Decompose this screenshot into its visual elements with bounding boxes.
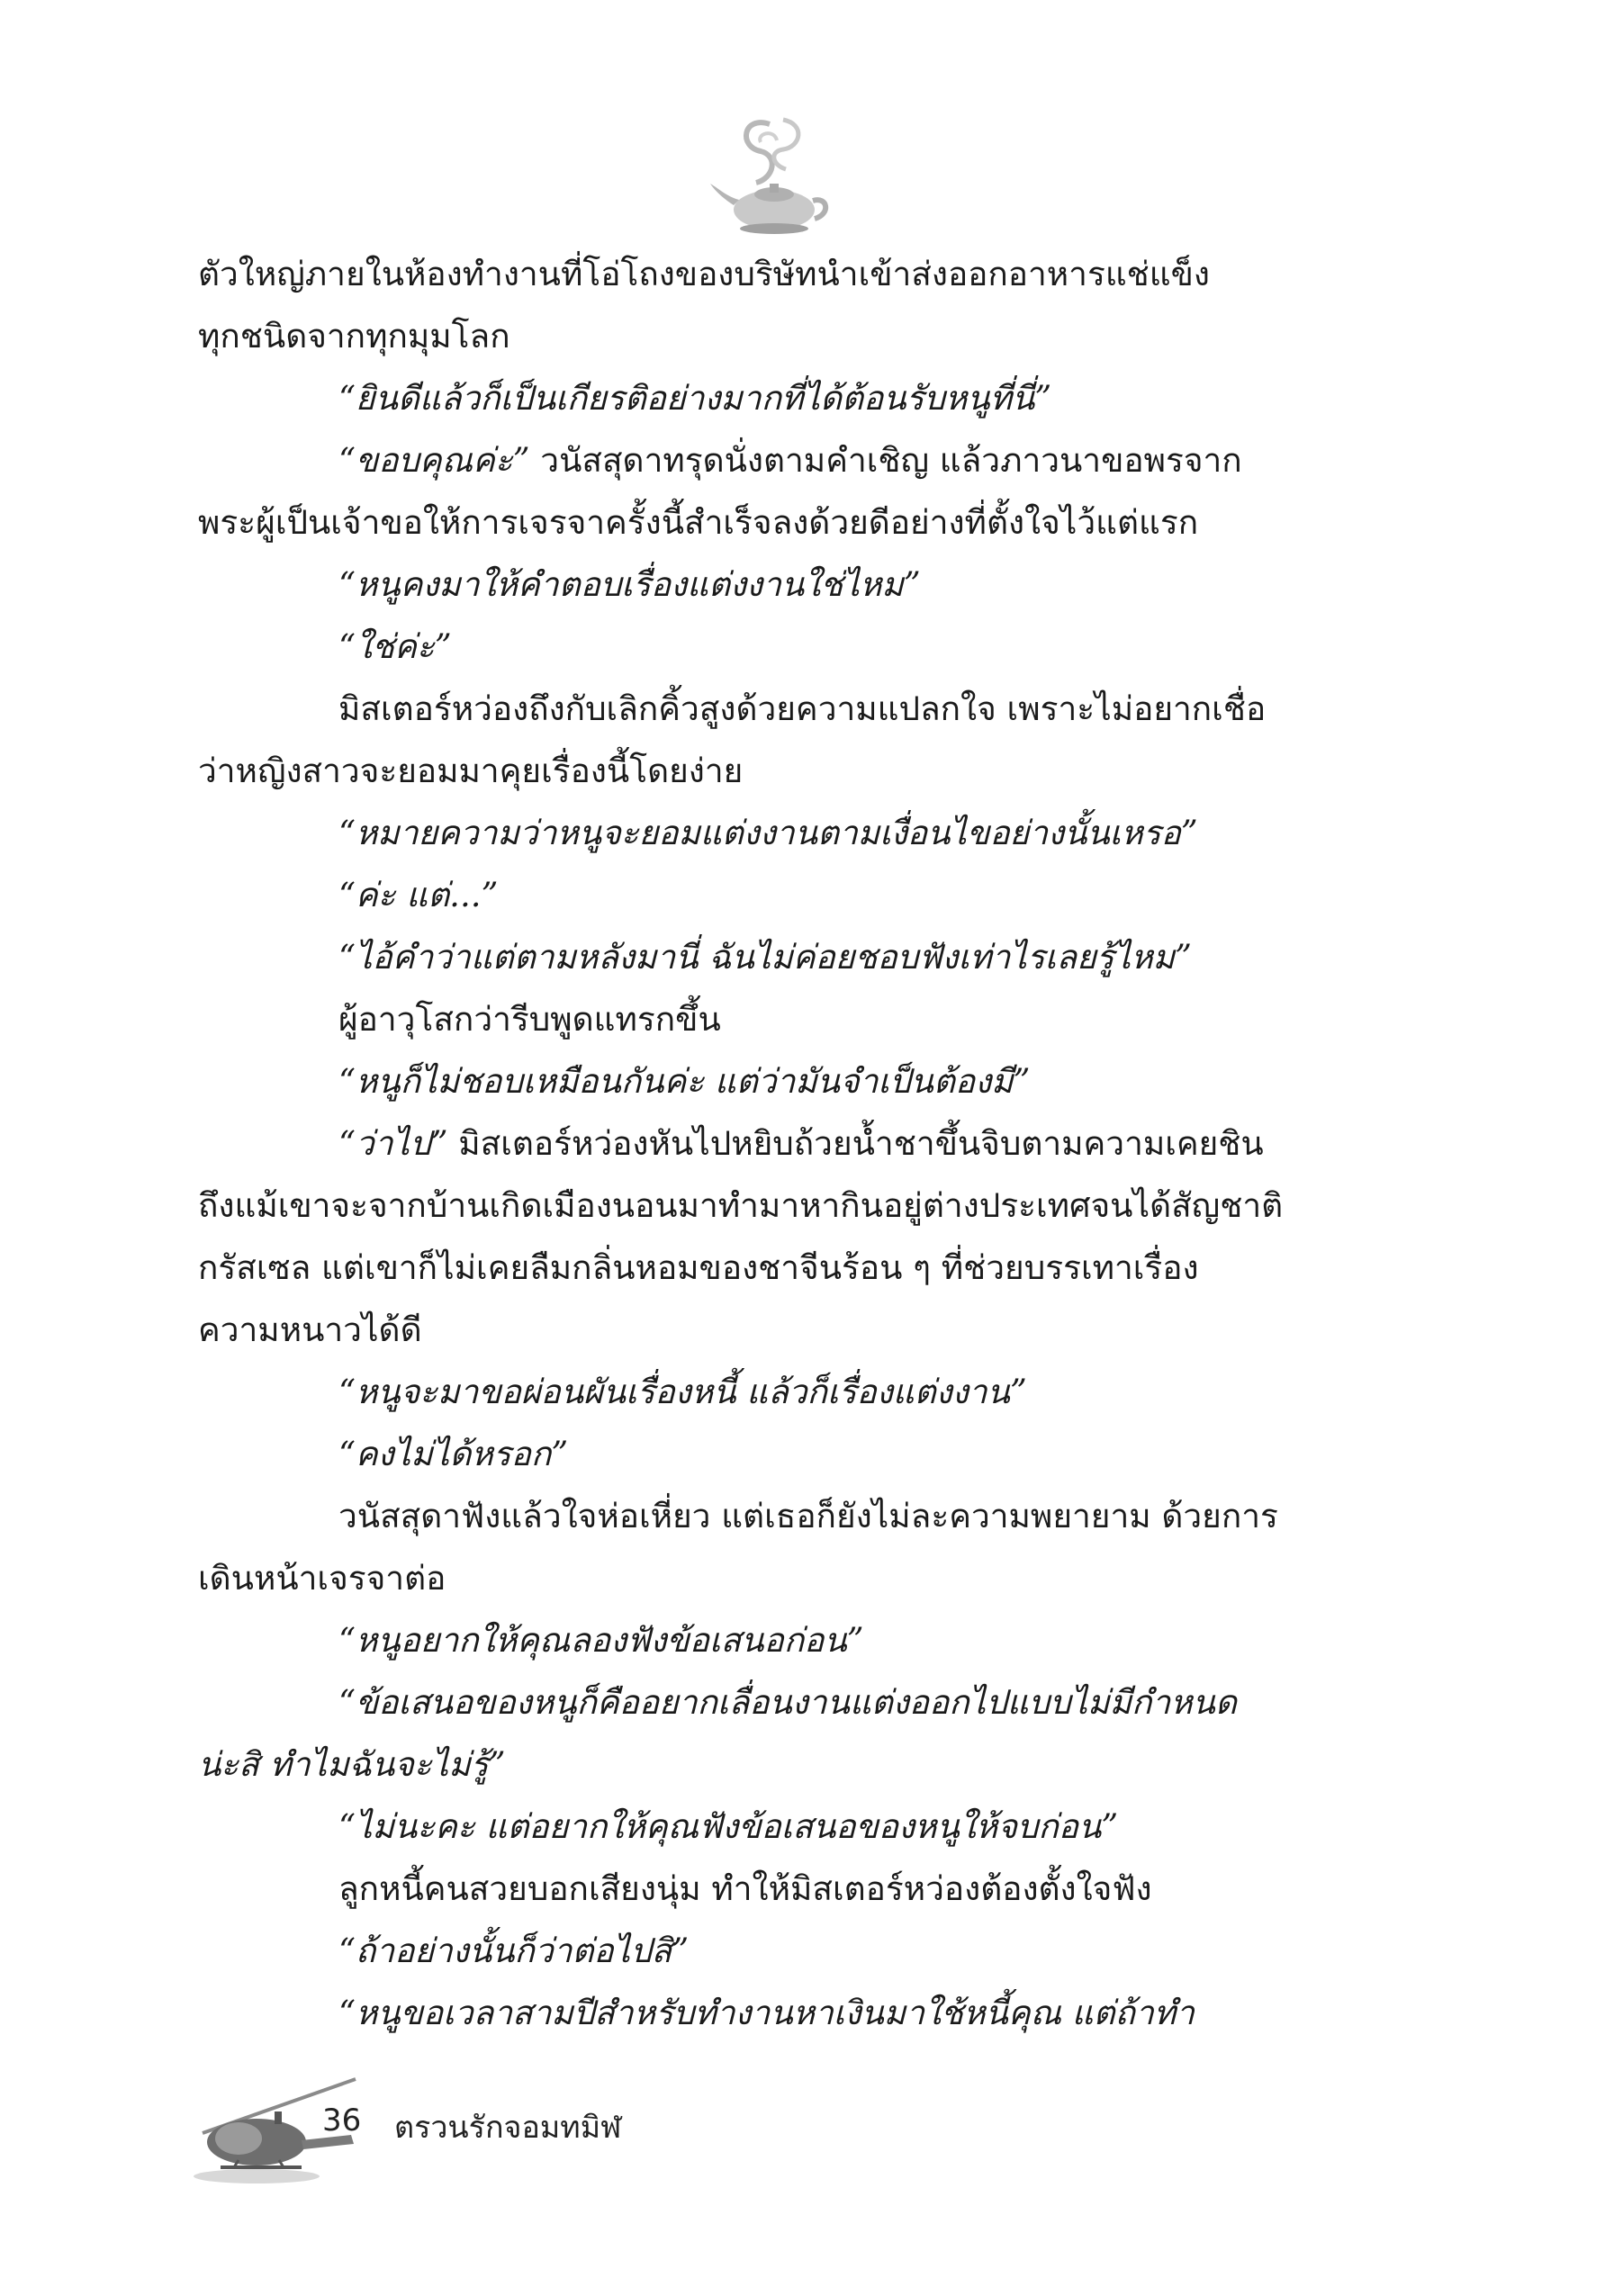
narration-line: วนัสสุดาฟังแล้วใจห่อเหี่ยว แต่เธอก็ยังไม่ละความพยายาม ด้วยการ bbox=[338, 1497, 1278, 1535]
text-line: น่ะสิ ทำไมฉันจะไม่รู้” bbox=[198, 1745, 506, 1784]
dialogue-line: “ยินดีแล้วก็เป็นเกียรติอย่างมากที่ได้ต้อนรับหนูที่นี่” bbox=[338, 379, 1052, 418]
dialogue-line: “ขอบคุณค่ะ” วนัสสุดาทรุดนั่งตามคำเชิญ แล้วภาวนาขอพรจาก bbox=[338, 441, 1242, 480]
text-line: ความหนาวได้ดี bbox=[198, 1310, 422, 1349]
dialogue-line: “หนูขอเวลาสามปีสำหรับทำงานหาเงินมาใช้หนี้คุณ แต่ถ้าทำ bbox=[338, 1994, 1195, 2032]
book-title: ตรวนรักจอมทมิฬ bbox=[394, 2110, 622, 2146]
text-line: พระผู้เป็นเจ้าขอให้การเจรจาครั้งนี้สำเร็จลงด้วยดีอย่างที่ตั้งใจไว้แต่แรก bbox=[198, 503, 1199, 542]
text-line: ทุกชนิดจากทุกมุมโลก bbox=[198, 317, 510, 356]
teapot-steam-icon bbox=[707, 106, 833, 241]
text-line: เดินหน้าเจรจาต่อ bbox=[198, 1559, 446, 1598]
narration-line: ลูกหนี้คนสวยบอกเสียงนุ่ม ทำให้มิสเตอร์หว่องต้องตั้งใจฟัง bbox=[338, 1869, 1152, 1908]
dialogue-line: “ใช่ค่ะ” bbox=[338, 627, 452, 666]
body-text bbox=[198, 243, 1341, 2044]
dialogue-line: “คงไม่ได้หรอก” bbox=[338, 1435, 569, 1473]
dialogue-line: “ข้อเสนอของหนูก็คืออยากเลื่อนงานแต่งออกไปแบบไม่มีกำหนด bbox=[338, 1683, 1237, 1722]
text-line: ถึงแม้เขาจะจากบ้านเกิดเมืองนอนมาทำมาหากินอยู่ต่างประเทศจนได้สัญชาติ bbox=[198, 1186, 1284, 1225]
dialogue-line: “ไม่นะคะ แต่อยากให้คุณฟังข้อเสนอของหนูให้จบก่อน” bbox=[338, 1807, 1119, 1846]
text-line: กรัสเซล แต่เขาก็ไม่เคยลืมกลิ่นหอมของชาจีนร้อน ๆ ที่ช่วยบรรเทาเรื่อง bbox=[198, 1248, 1199, 1287]
dialogue-line: “หนูก็ไม่ชอบเหมือนกันค่ะ แต่ว่ามันจำเป็นต้องมี” bbox=[338, 1062, 1031, 1101]
dialogue-line: “ถ้าอย่างนั้นก็ว่าต่อไปสิ” bbox=[338, 1931, 690, 1970]
narration-line: ผู้อาวุโสกว่ารีบพูดแทรกขึ้น bbox=[338, 1000, 721, 1039]
narration-line: มิสเตอร์หว่องถึงกับเลิกคิ้วสูงด้วยความแปลกใจ เพราะไม่อยากเชื่อ bbox=[338, 689, 1267, 728]
dialogue-line: “ค่ะ แต่...” bbox=[338, 876, 499, 914]
dialogue-line: “หนูอยากให้คุณลองฟังข้อเสนอก่อน” bbox=[338, 1621, 864, 1660]
dialogue-line: “หมายความว่าหนูจะยอมแต่งงานตามเงื่อนไขอย่างนั้นเหรอ” bbox=[338, 814, 1198, 852]
dialogue-line: “ว่าไป” มิสเตอร์หว่องหันไปหยิบถ้วยน้ำชาขึ้นจิบตามความเคยชิน bbox=[338, 1124, 1264, 1163]
dialogue-line: “ไอ้คำว่าแต่ตามหลังมานี่ ฉันไม่ค่อยชอบฟังเท่าไรเลยรู้ไหม” bbox=[338, 938, 1192, 977]
dialogue-line: “หนูคงมาให้คำตอบเรื่องแต่งงานใช่ไหม” bbox=[338, 565, 921, 604]
dialogue-line: “หนูจะมาขอผ่อนผันเรื่องหนี้ แล้วก็เรื่องแต่งงาน” bbox=[338, 1373, 1027, 1411]
page-number: 36 bbox=[322, 2102, 362, 2138]
text-line: ตัวใหญ่ภายในห้องทำงานที่โอ่โถงของบริษัทนำเข้าส่งออกอาหารแช่แข็ง bbox=[198, 255, 1211, 293]
text-line: ว่าหญิงสาวจะยอมมาคุยเรื่องนี้โดยง่าย bbox=[198, 752, 744, 790]
